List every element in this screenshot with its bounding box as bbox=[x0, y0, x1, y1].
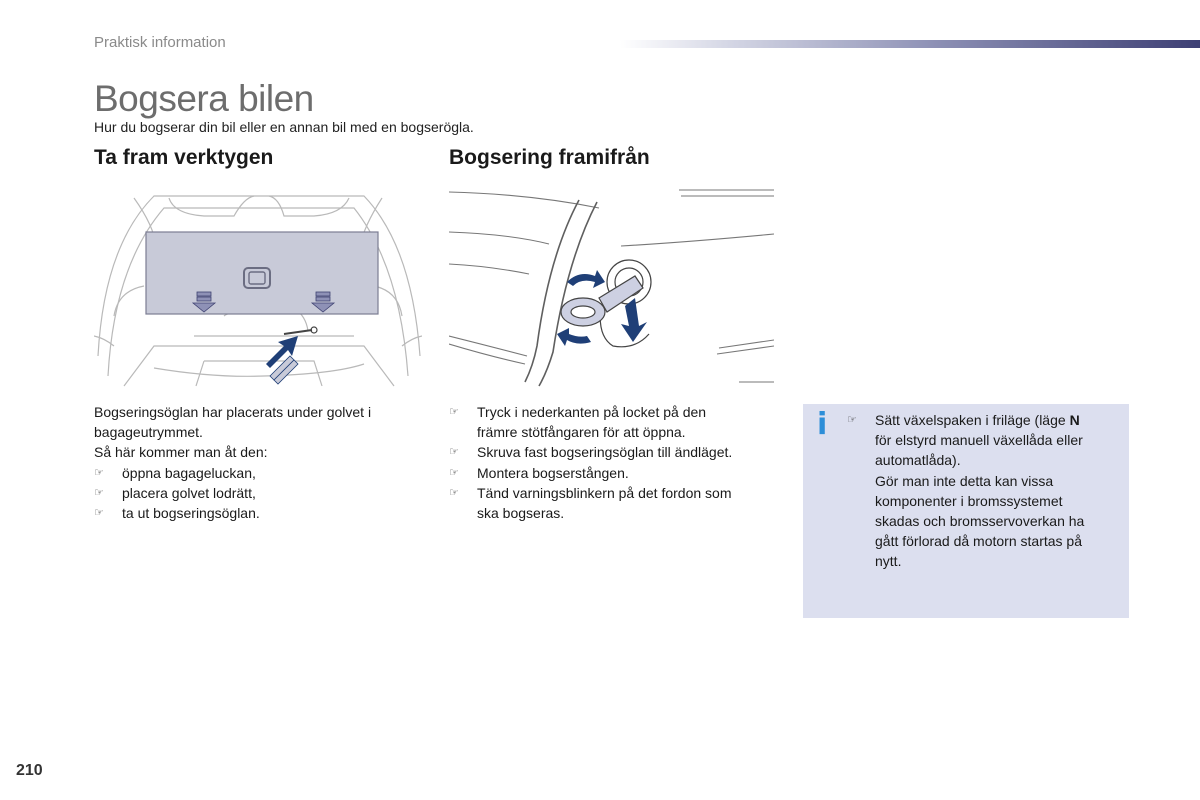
list-item-text: Skruva fast bogseringsöglan till ändläget. bbox=[477, 444, 733, 461]
left-column-text bbox=[94, 402, 414, 523]
list-item bbox=[449, 463, 769, 483]
info-line: skadas och bromsservoverkan ha bbox=[875, 513, 1085, 530]
pointing-hand-icon: ☞ bbox=[847, 414, 857, 426]
list-item-text: ska bogseras. bbox=[477, 505, 565, 522]
pointing-hand-icon: ☞ bbox=[94, 466, 104, 479]
info-line: Gör man inte detta kan vissa bbox=[875, 472, 1054, 489]
pointing-hand-icon: ☞ bbox=[449, 466, 459, 479]
info-line: nytt. bbox=[875, 553, 902, 570]
list-item bbox=[847, 410, 1117, 572]
list-item bbox=[94, 463, 414, 483]
left-text-line: Bogseringsöglan har placerats under golvet i bbox=[94, 404, 372, 420]
list-item-text: Montera bogserstången. bbox=[477, 464, 629, 481]
middle-column-text bbox=[449, 402, 769, 523]
page-subtitle: Hur du bogserar din bil eller en annan bil med en bogserögla. bbox=[94, 119, 474, 135]
section-label: Praktisk information bbox=[94, 34, 226, 51]
pointing-hand-icon: ☞ bbox=[449, 406, 459, 418]
page-title: Bogsera bilen bbox=[94, 78, 314, 119]
page-number: 210 bbox=[16, 762, 43, 779]
list-item-text: ta ut bogseringsöglan. bbox=[122, 505, 260, 522]
list-item bbox=[94, 503, 414, 523]
left-text-line: bagageutrymmet. bbox=[94, 424, 203, 441]
list-item-text: Tryck i nederkanten på locket på den bbox=[477, 404, 707, 420]
left-text-line: Så här kommer man åt den: bbox=[94, 444, 268, 461]
list-item bbox=[449, 442, 769, 462]
info-line: komponenter i bromssystemet bbox=[875, 492, 1063, 509]
info-icon: i bbox=[817, 407, 828, 442]
list-item bbox=[449, 483, 769, 523]
header-gradient-bar bbox=[620, 40, 1200, 48]
front-bumper-tow-eye-icon bbox=[449, 186, 774, 390]
list-item bbox=[94, 483, 414, 503]
pointing-hand-icon: ☞ bbox=[94, 507, 104, 520]
info-line: automatlåda). bbox=[875, 452, 961, 469]
pointing-hand-icon: ☞ bbox=[94, 486, 104, 499]
list-item-text: främre stötfångaren för att öppna. bbox=[477, 424, 686, 441]
list-item-text: öppna bagageluckan, bbox=[122, 464, 256, 481]
info-box-text bbox=[847, 410, 1117, 572]
list-item bbox=[449, 402, 769, 442]
list-item-text: placera golvet lodrätt, bbox=[122, 484, 256, 501]
info-line bbox=[875, 410, 1117, 430]
pointing-hand-icon: ☞ bbox=[449, 446, 459, 459]
list-item-text: Tänd varningsblinkern på det fordon som bbox=[477, 484, 732, 501]
info-line-text: Sätt växelspaken i friläge (läge bbox=[875, 412, 1070, 428]
left-column-heading: Ta fram verktygen bbox=[94, 146, 274, 169]
middle-column-heading: Bogsering framifrån bbox=[449, 146, 650, 169]
info-line: för elstyrd manuell växellåda eller bbox=[875, 432, 1083, 449]
pointing-hand-icon: ☞ bbox=[449, 486, 459, 499]
info-box bbox=[803, 404, 1129, 618]
gear-letter: N bbox=[1069, 412, 1080, 428]
info-line: gått förlorad då motorn startas på bbox=[875, 533, 1082, 550]
car-trunk-floor-icon bbox=[94, 186, 422, 390]
